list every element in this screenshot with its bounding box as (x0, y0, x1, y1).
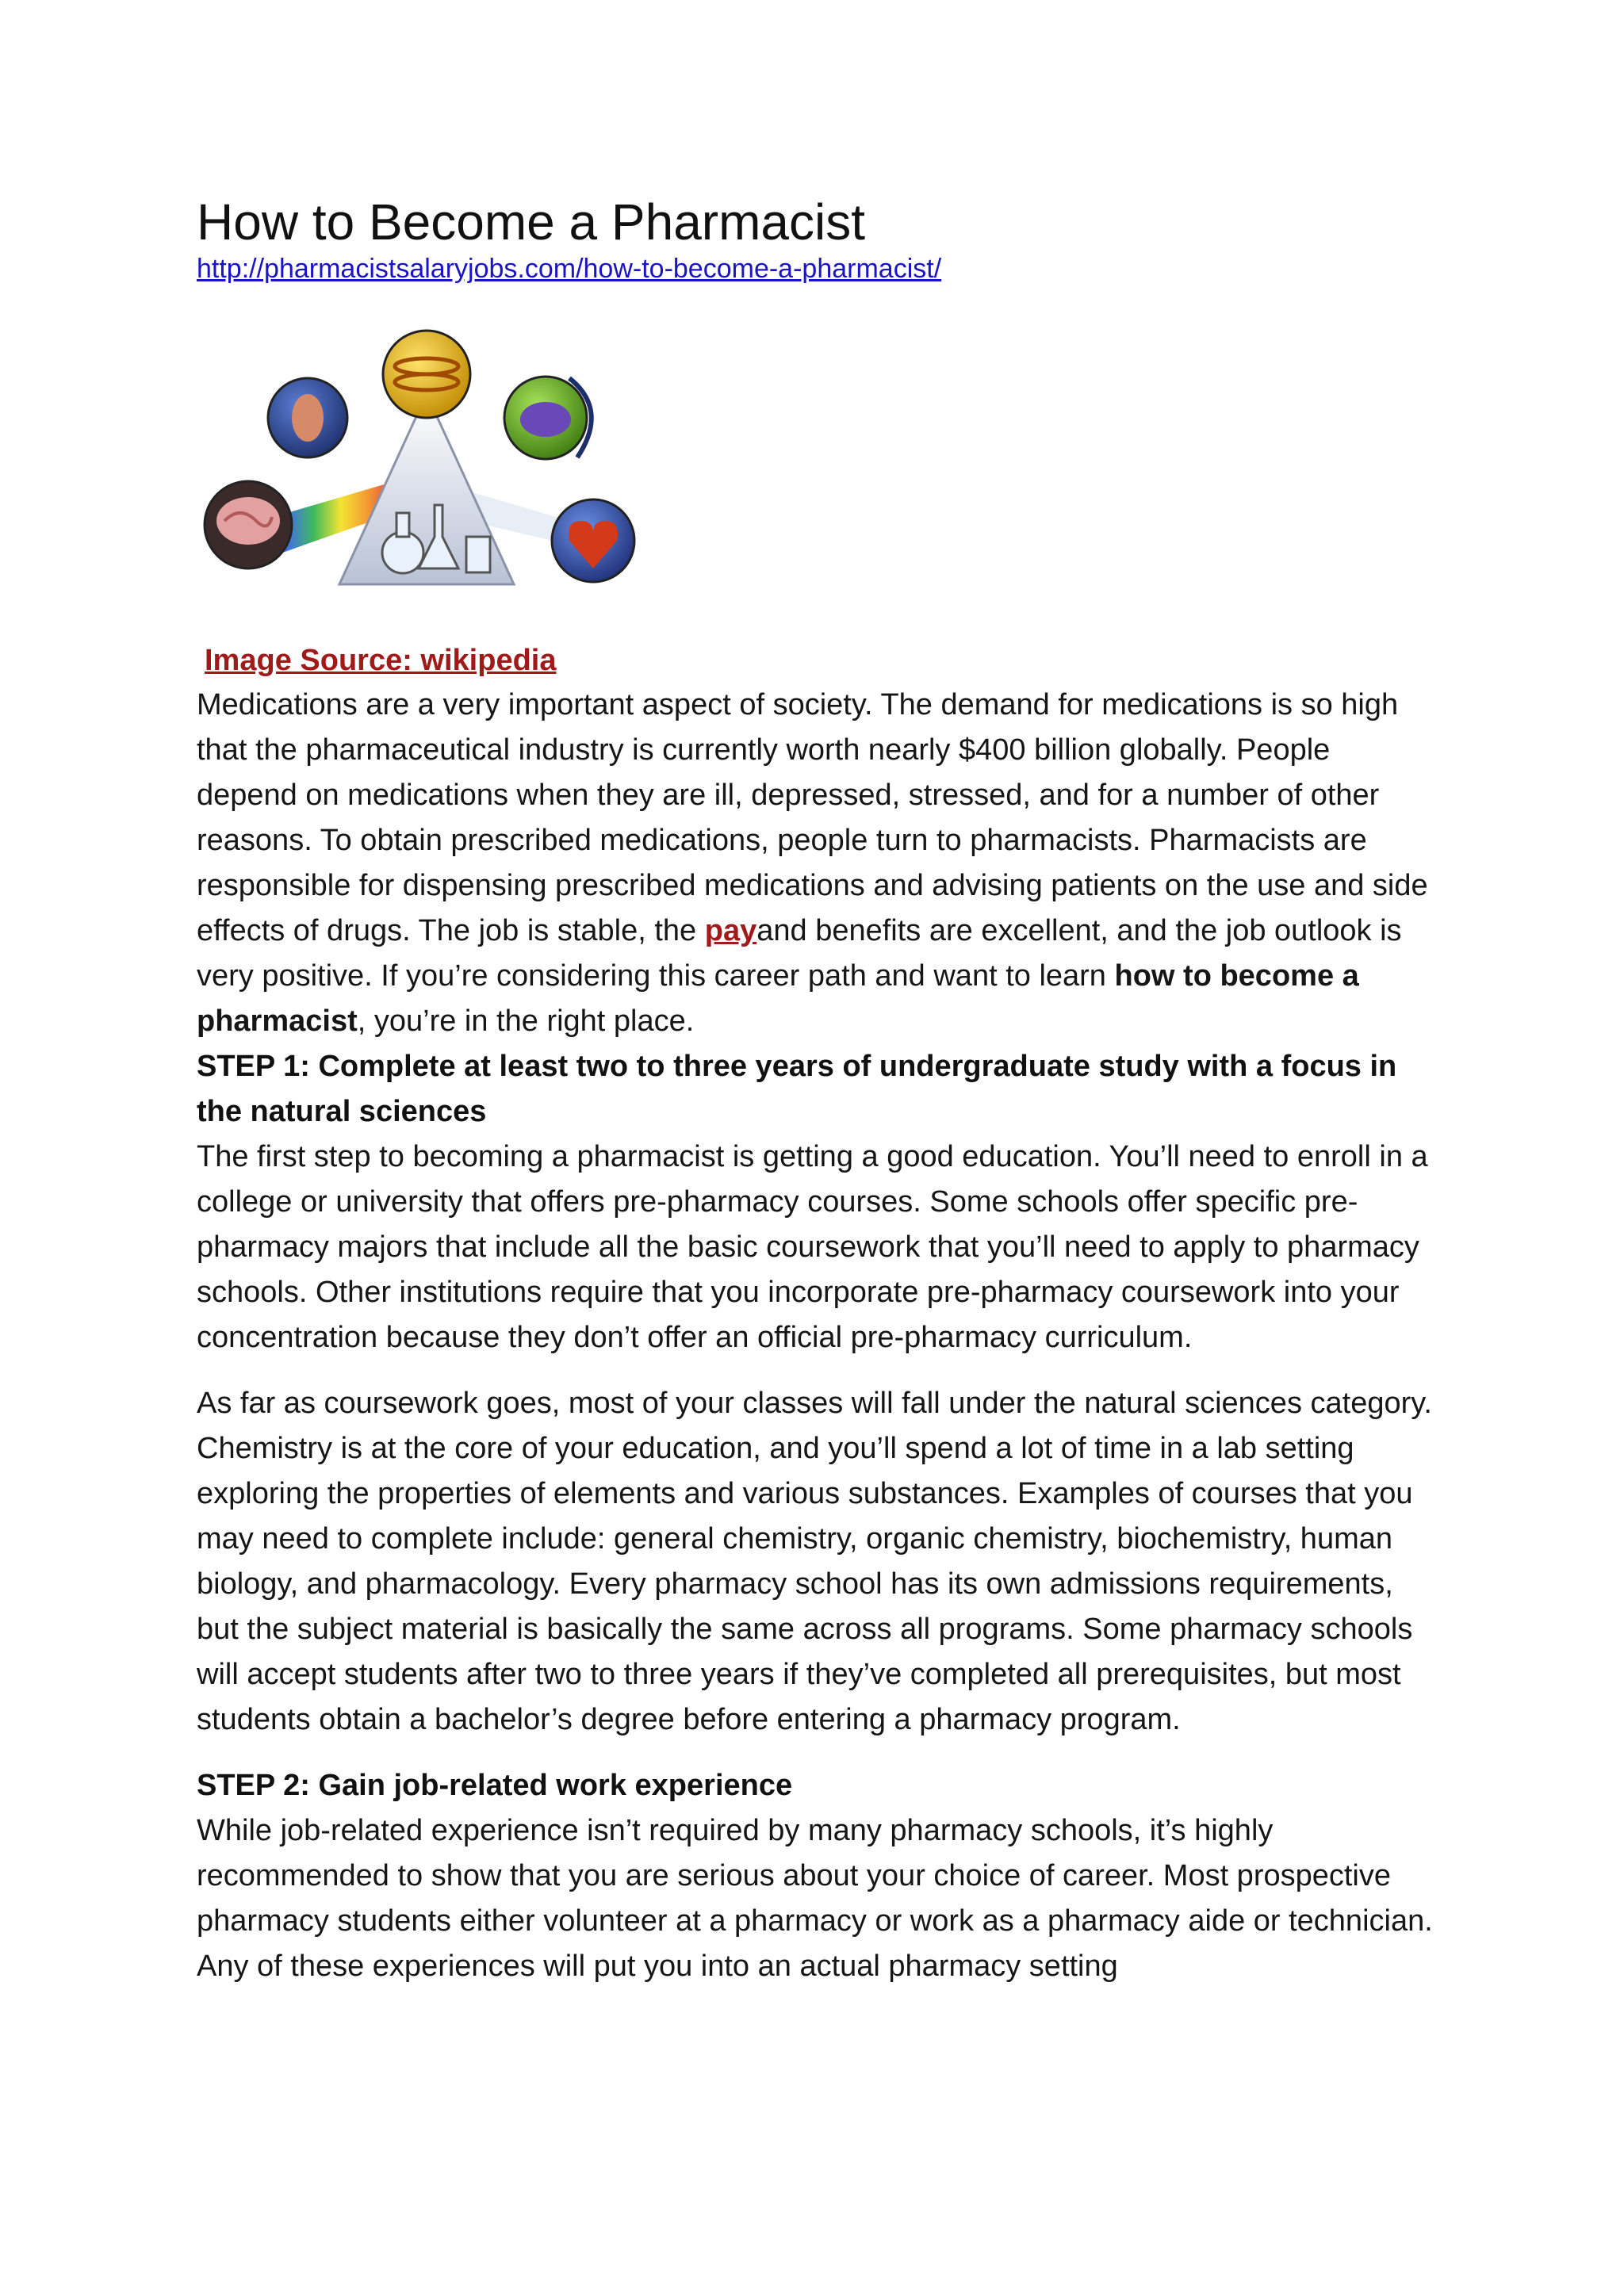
intro-paragraph (197, 683, 1434, 1044)
image-source-link[interactable]: Image Source: wikipedia (205, 644, 557, 677)
step2-paragraph-1: While job-related experience isn’t required by many pharmacy schools, it’s highly recommended to show that you are serious about your choice of career. Most prospective pharmacy students either volunteer at a pharmacy or work as a pharmacy aide or technician. Any of these experiences will put you into an actual pharmacy setting (197, 1814, 1433, 1983)
document-content (197, 193, 1434, 1989)
pay-link[interactable]: pay (704, 914, 757, 947)
step1-paragraph-1: The first step to becoming a pharmacist is getting a good education. You’ll need to enroll in a college or university that offers pre-pharmacy courses. Some schools offer specific pre-pharmacy majors that include all the basic coursework that you’ll need to apply to pharmacy schools. Other institutions require that you incorporate pre-pharmacy coursework into your concentration because they don’t offer an official pre-pharmacy curriculum. (197, 1140, 1428, 1354)
step1-heading: STEP 1: Complete at least two to three years of undergraduate study with a focus in the natural sciences (197, 1050, 1397, 1128)
page-title: How to Become a Pharmacist (197, 193, 865, 251)
intro-text-after: and benefits are excellent, and the job outlook is very positive. If you’re considering this career path and want to learn (197, 914, 1402, 993)
intro-bold-phrase: how to become a pharmacist (197, 959, 1359, 1038)
source-url-link[interactable]: http://pharmacistsalaryjobs.com/how-to-become-a-pharmacist/ (197, 254, 942, 284)
intro-text-before: Medications are a very important aspect of society. The demand for medications is so high that the pharmaceutical industry is currently worth nearly $400 billion globally. People depend on medications when they are ill, depressed, stressed, and for a number of other reasons. To obtain prescribed medications, people turn to pharmacists. Pharmacists are responsible for dispensing prescribed medications and advising patients on the use and side effects of drugs. The job is stable, the (197, 688, 1428, 947)
intro-text-end: , you’re in the right place. (357, 1004, 695, 1038)
step2-heading: STEP 2: Gain job-related work experience (197, 1769, 793, 1802)
step1-paragraph-2: As far as coursework goes, most of your classes will fall under the natural sciences category. Chemistry is at the core of your education, and you’ll spend a lot of time in a lab setting exploring the properties of elements and various substances. Examples of courses that you may need to complete include: general chemistry, organic chemistry, biochemistry, human biology, and pharmacology. Every pharmacy school has its own admissions requirements, but the subject material is basically the same across all programs. Some pharmacy schools will accept students after two to three years if they’ve completed all prerequisites, but most students obtain a bachelor’s degree before entering a pharmacy program. (197, 1387, 1432, 1736)
pharmacy-sciences-illustration-icon (197, 323, 657, 592)
